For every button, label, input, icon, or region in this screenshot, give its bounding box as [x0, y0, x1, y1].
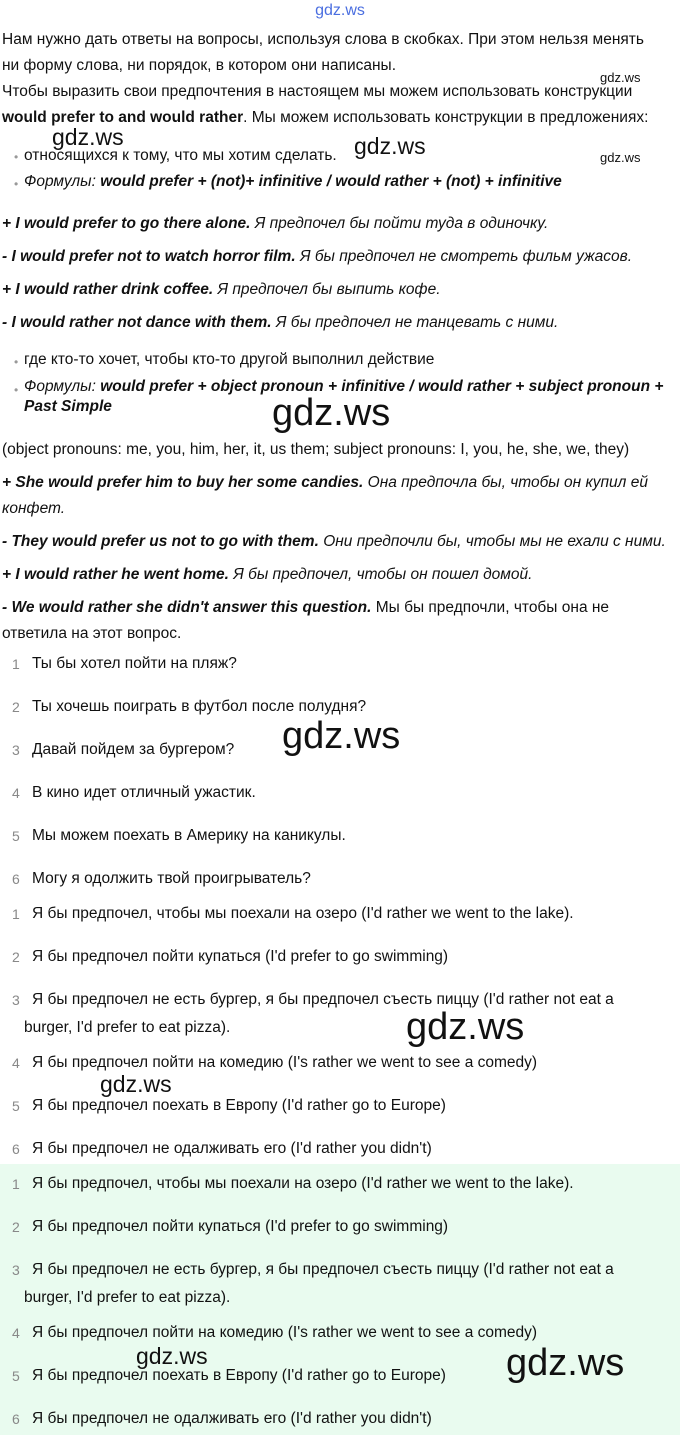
example-en: - We would rather she didn't answer this question.: [2, 599, 372, 616]
example-ru: Я бы предпочел не танцевать с ними.: [271, 314, 559, 331]
answer-item: Я бы предпочел пойти на комедию (I's rather we went to see a comedy): [32, 1054, 538, 1071]
watermark: gdz.ws: [406, 1006, 525, 1048]
bullet-marker: •: [14, 383, 19, 397]
example-6: [2, 532, 666, 552]
example-3: [2, 280, 441, 300]
question-item: Ты бы хотел пойти на пляж?: [32, 655, 237, 672]
watermark: gdz.ws: [600, 150, 641, 165]
example-en: + She would prefer him to buy her some candies.: [2, 474, 364, 491]
answer-item: Я бы предпочел пойти купаться (I'd prefer to go swimming): [32, 1218, 449, 1235]
intro-line-2: ни форму слова, ни порядок, в котором они написаны.: [2, 57, 397, 74]
formula-label: Формулы:: [24, 173, 101, 190]
site-mark[interactable]: gdz.ws: [315, 2, 365, 19]
answer-item-cont: burger, I'd prefer to eat pizza).: [24, 1289, 231, 1306]
watermark: gdz.ws: [272, 392, 391, 434]
example-8-cont: ответила на этот вопрос.: [2, 625, 182, 642]
list-number: 2: [12, 1219, 20, 1235]
watermark: gdz.ws: [52, 124, 124, 150]
example-en: - They would prefer us not to go with them.: [2, 533, 319, 550]
answer-item: Я бы предпочел пойти купаться (I'd prefer to go swimming): [32, 948, 449, 965]
list-number: 3: [12, 992, 20, 1008]
example-5-cont: конфет.: [2, 500, 66, 517]
intro-line-1: Нам нужно дать ответы на вопросы, используя слова в скобках. При этом нельзя менять: [2, 31, 644, 48]
example-ru: Мы бы предпочли, чтобы она не: [371, 599, 610, 616]
pronouns-note: (object pronouns: me, you, him, her, it, us them; subject pronouns: I, you, he, she, we, they): [2, 441, 630, 458]
example-4: [2, 313, 558, 333]
bullet-2-text: [24, 172, 562, 192]
example-1: [2, 214, 548, 234]
list-number: 2: [12, 949, 20, 965]
example-en: + I would rather drink coffee.: [2, 281, 214, 298]
watermark: gdz.ws: [506, 1342, 625, 1384]
example-ru: Я бы предпочел, чтобы он пошел домой.: [228, 566, 533, 583]
example-en: - I would rather not dance with them.: [2, 314, 272, 331]
example-en: + I would rather he went home.: [2, 566, 229, 583]
example-ru: Я предпочел бы пойти туда в одиночку.: [250, 215, 549, 232]
watermark: gdz.ws: [136, 1343, 208, 1369]
example-en: - I would prefer not to watch horror film.: [2, 248, 296, 265]
intro-line-3: Чтобы выразить свои предпочтения в настоящем мы можем использовать конструкции: [2, 83, 633, 100]
example-ru: Я предпочел бы выпить кофе.: [213, 281, 441, 298]
example-ru: Она предпочла бы, чтобы он купил ей: [363, 474, 648, 491]
bullet-marker: •: [14, 177, 19, 191]
example-8: [2, 598, 609, 618]
list-number: 5: [12, 828, 20, 844]
example-en: + I would prefer to go there alone.: [2, 215, 251, 232]
example-2: [2, 247, 632, 267]
list-number: 4: [12, 1055, 20, 1071]
answer-item: Я бы предпочел не есть бургер, я бы предпочел съесть пиццу (I'd rather not eat a: [32, 991, 614, 1008]
list-number: 6: [12, 1141, 20, 1157]
answer-item: Я бы предпочел, чтобы мы поехали на озеро (I'd rather we went to the lake).: [32, 905, 574, 922]
list-number: 5: [12, 1098, 20, 1114]
list-number: 4: [12, 785, 20, 801]
list-number: 5: [12, 1368, 20, 1384]
example-ru: Я бы предпочел не смотреть фильм ужасов.: [295, 248, 633, 265]
list-number: 3: [12, 1262, 20, 1278]
answer-item: Я бы предпочел не есть бургер, я бы предпочел съесть пиццу (I'd rather not eat a: [32, 1261, 614, 1278]
watermark: gdz.ws: [282, 715, 401, 757]
bullet-marker: •: [14, 150, 19, 164]
intro-line-4-rest: . Мы можем использовать конструкции в предложениях:: [243, 109, 649, 126]
watermark: gdz.ws: [100, 1071, 172, 1097]
question-item: Ты хочешь поиграть в футбол после полудня?: [32, 698, 367, 715]
watermark: gdz.ws: [354, 133, 426, 159]
list-number: 1: [12, 656, 20, 672]
constructions-term: would prefer to and would rather: [2, 109, 244, 126]
answer-item: Я бы предпочел, чтобы мы поехали на озеро (I'd rather we went to the lake).: [32, 1175, 574, 1192]
question-item: Мы можем поехать в Америку на каникулы.: [32, 827, 346, 844]
example-7: [2, 565, 532, 585]
formula-cont: Past Simple: [24, 398, 112, 415]
question-item: Давай пойдем за бургером?: [32, 741, 235, 758]
list-number: 6: [12, 871, 20, 887]
formula: would prefer + (not)+ infinitive / would rather + (not) + infinitive: [100, 173, 562, 190]
example-5: [2, 473, 648, 493]
watermark: gdz.ws: [600, 70, 641, 85]
bullet-3-text: где кто-то хочет, чтобы кто-то другой выполнил действие: [24, 351, 435, 368]
example-ru: Они предпочли бы, чтобы мы не ехали с ними.: [318, 533, 666, 550]
list-number: 6: [12, 1411, 20, 1427]
answer-item-cont: burger, I'd prefer to eat pizza).: [24, 1019, 231, 1036]
answer-item: Я бы предпочел поехать в Европу (I'd rather go to Europe): [32, 1097, 446, 1114]
answer-item: Я бы предпочел не одалживать его (I'd rather you didn't): [32, 1410, 432, 1427]
bullet-marker: •: [14, 355, 19, 369]
formula-label: Формулы:: [24, 378, 101, 395]
answer-item: Я бы предпочел поехать в Европу (I'd rather go to Europe): [32, 1367, 446, 1384]
answer-item: Я бы предпочел пойти на комедию (I's rather we went to see a comedy): [32, 1324, 538, 1341]
list-number: 3: [12, 742, 20, 758]
question-item: Могу я одолжить твой проигрыватель?: [32, 870, 311, 887]
list-number: 1: [12, 1176, 20, 1192]
list-number: 2: [12, 699, 20, 715]
bullet-1-text: относящихся к тому, что мы хотим сделать.: [24, 147, 337, 164]
question-item: В кино идет отличный ужастик.: [32, 784, 256, 801]
list-number: 1: [12, 906, 20, 922]
list-number: 4: [12, 1325, 20, 1341]
answer-item: Я бы предпочел не одалживать его (I'd rather you didn't): [32, 1140, 432, 1157]
formula: would prefer + object pronoun + infinitive / would rather + subject pronoun +: [100, 378, 664, 395]
